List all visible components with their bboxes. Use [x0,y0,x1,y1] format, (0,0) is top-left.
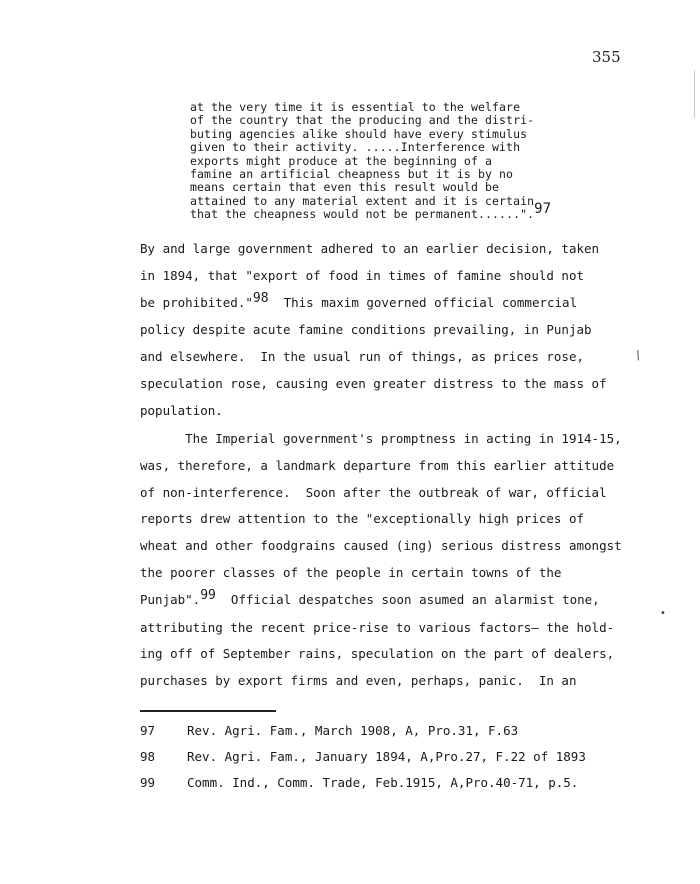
para-line: policy despite acute famine conditions prevailing, in Punjab [140,322,592,338]
para-line: speculation rose, causing even greater distress to the mass of [140,375,607,391]
footnote-text: Comm. Ind., Comm. Trade, Feb.1915, A,Pro.40-71, p.5. [187,775,579,790]
para-line [140,587,660,615]
margin-dot-mark: • [660,608,666,619]
quote-line: means certain that even this result would be [190,180,500,195]
para-line: The Imperial government's promptness in acting in 1914-15, [140,431,622,446]
quote-line: of the country that the producing and the distri- [190,113,535,128]
margin-tick-mark: ∕ [633,347,643,363]
para-line [140,290,660,318]
footnote-number: 97 [140,723,156,738]
para-line: purchases by export firms and even, perhaps, panic. In an [140,673,577,689]
page-number: 355 [592,48,621,66]
para-line: ing off of September rains, speculation on the part of dealers, [140,646,615,662]
footnote-text: Rev. Agri. Fam., January 1894, A,Pro.27, F.22 of 1893 [187,749,586,764]
para-text: Punjab". [140,591,201,607]
edge-mark [694,70,695,118]
quote-line: attained to any material extent and it is certain [190,193,535,208]
para-line: the poorer classes of the people in certain towns of the [140,564,562,580]
quote-line: famine an artificial cheapness but it is by no [190,167,514,182]
para-text: Official despatches soon asumed an alarmist tone, [215,591,600,607]
para-line: wheat and other foodgrains caused (ing) serious distress amongst [140,538,622,554]
para-line: reports drew attention to the "exceptionally high prices of [140,511,585,527]
footnote-number: 99 [140,775,156,790]
quote-last-text: that the cheapness would not be permanent......". [190,207,535,222]
para-text: This maxim governed official commercial [268,294,578,310]
footnote-number: 98 [140,749,156,764]
para-line: was, therefore, a landmark departure from this earlier attitude [140,457,615,473]
para-line: population. [140,402,223,418]
quote-line: given to their activity. .....Interference with [190,140,521,155]
footnote-97 [140,723,518,738]
quote-line: exports might produce at the beginning of a [190,153,493,168]
para-line: of non-interference. Soon after the outbreak of war, official [140,484,607,500]
footnote-99 [140,775,578,790]
footnote-ref-97: 97 [534,201,552,218]
footnote-rule [140,710,276,712]
footnote-ref-99: 99 [200,587,216,603]
para-line: attributing the recent price-rise to various factors— the hold- [140,619,615,635]
block-quote [190,101,610,222]
para-line: and elsewhere. In the usual run of things, as prices rose, [140,349,585,365]
quote-last-line [190,201,610,222]
paragraph-1 [140,236,660,425]
para-text: be prohibited." [140,294,253,310]
footnote-98 [140,749,586,764]
footnote-ref-98: 98 [252,290,269,306]
footnote-text: Rev. Agri. Fam., March 1908, A, Pro.31, F.63 [187,723,519,738]
quote-line: buting agencies alike should have every stimulus [190,126,528,141]
paragraph-2 [140,426,660,695]
para-line: in 1894, that "export of food in times of famine should not [140,267,585,283]
quote-line: at the very time it is essential to the welfare [190,100,521,114]
para-line: By and large government adhered to an earlier decision, taken [140,241,600,256]
